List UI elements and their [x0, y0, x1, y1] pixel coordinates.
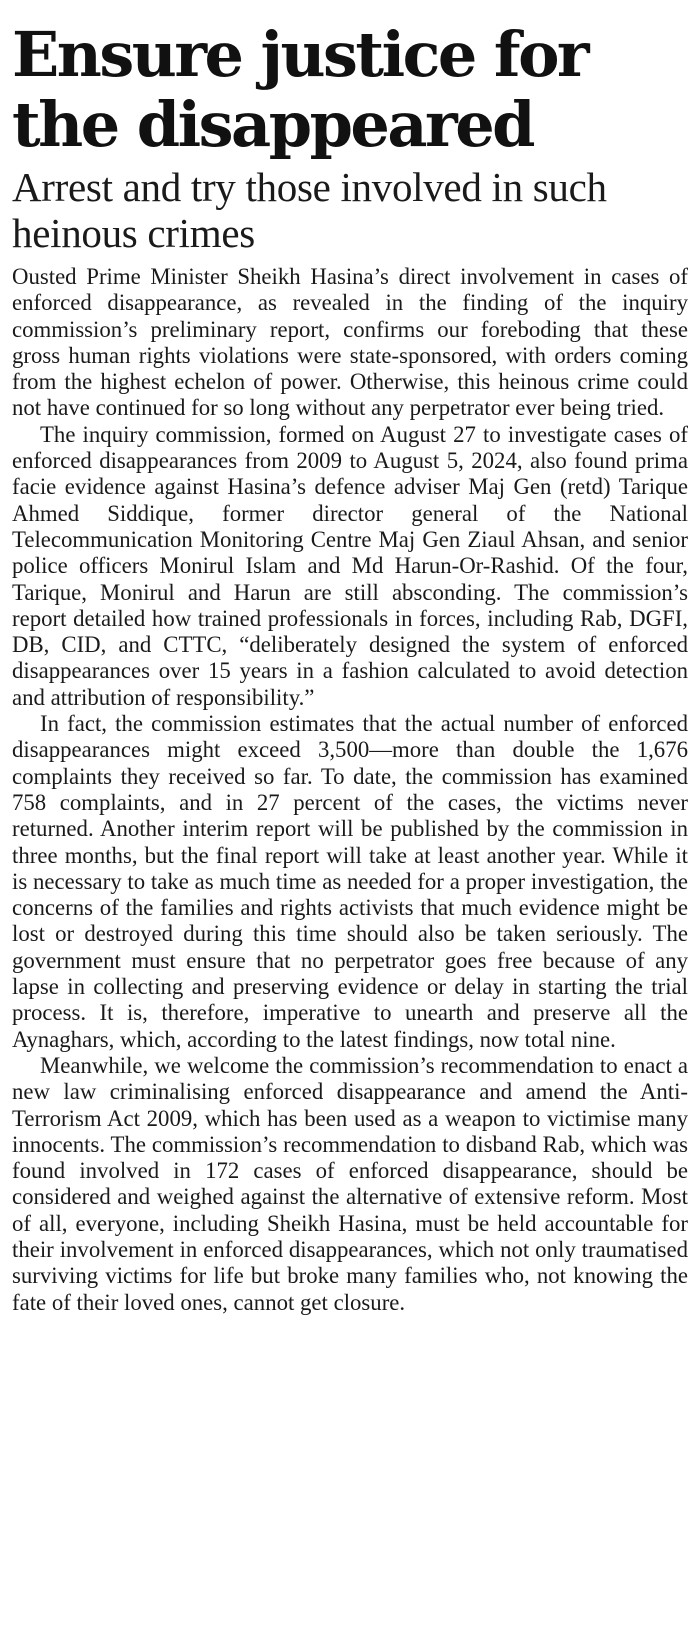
article-subheadline: Arrest and try those involved in such heinous crimes — [12, 164, 607, 256]
article-paragraph-2: The inquiry commission, formed on August 27 to investigate cases of enforced disappearances from 2009 to August 5, 2024, also found prima facie evidence against Hasina’s defence adviser Maj Gen (retd) Tarique Ahmed Siddique, former director general of the National Telecommunication Monitoring Centre Maj Gen Ziaul Ahsan, and senior police officers Monirul Islam and Md Harun-Or-Rashid. Of the four, Tarique, Monirul and Harun are still absconding. The commission’s report detailed how trained professionals in forces, including Rab, DGFI, DB, CID, and CTTC, “deliberately designed the system of enforced disappearances over 15 years in a fashion calculated to avoid detection and attribution of responsibility.” — [12, 421, 688, 710]
article-paragraph-4: Meanwhile, we welcome the commission’s recommendation to enact a new law criminalising enforced disappearance and amend the Anti-Terrorism Act 2009, which has been used as a weapon to victimise many innocents. The commission’s recommendation to disband Rab, which was found involved in 172 cases of enforced disappearance, should be considered and weighed against the alternative of extensive reform. Most of all, everyone, including Sheikh Hasina, must be held accountable for their involvement in enforced disappearances, which not only traumatised surviving victims for life but broke many families who, not knowing the fate of their loved ones, cannot get closure. — [12, 1052, 688, 1315]
article-headline: Ensure justice for the disappeared — [12, 18, 588, 161]
article-paragraph-1: Ousted Prime Minister Sheikh Hasina’s direct involvement in cases of enforced disappearance, as revealed in the finding of the inquiry commission’s preliminary report, confirms our foreboding that these gross human rights violations were state-sponsored, with orders coming from the highest echelon of power. Otherwise, this heinous crime could not have continued for so long without any perpetrator ever being tried. — [12, 264, 688, 421]
article-paragraph-3: In fact, the commission estimates that the actual number of enforced disappearances might exceed 3,500—more than double the 1,676 complaints they received so far. To date, the commission has examined 758 complaints, and in 27 percent of the cases, the victims never returned. Another interim report will be published by the commission in three months, but the final report will take at least another year. While it is necessary to take as much time as needed for a proper investigation, the concerns of the families and rights activists that much evidence might be lost or destroyed during this time should also be taken seriously. The government must ensure that no perpetrator goes free because of any lapse in collecting and preserving evidence or delay in starting the trial process. It is, therefore, imperative to unearth and preserve all the Aynaghars, which, according to the latest findings, now total nine. — [12, 711, 688, 1052]
article-body — [12, 264, 688, 1316]
